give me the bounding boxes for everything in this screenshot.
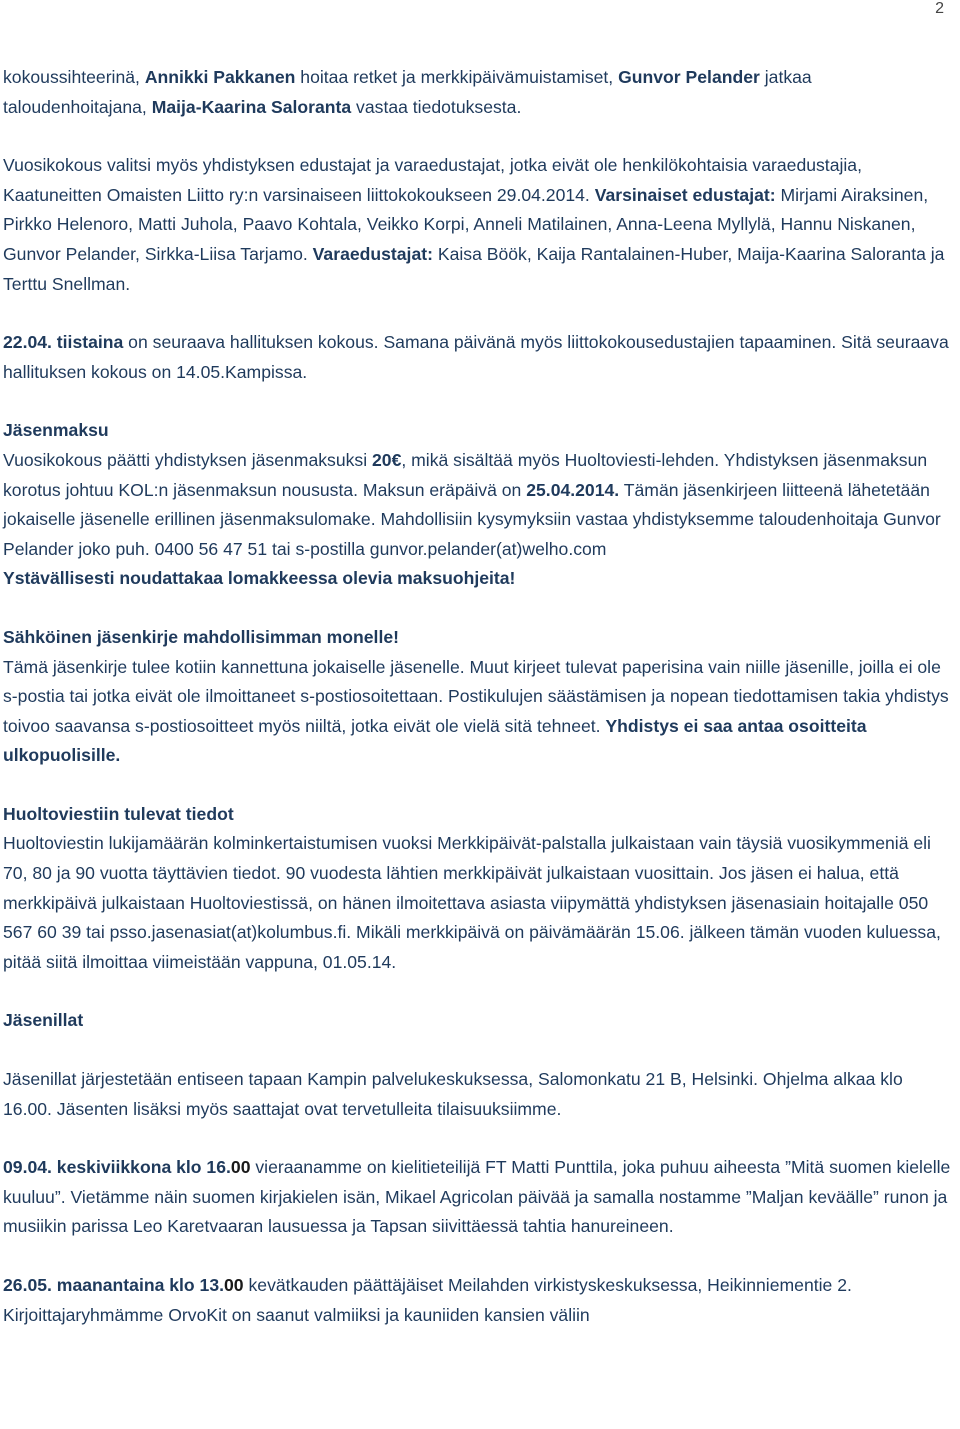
event-date: 26.05. maanantaina klo 13.	[3, 1275, 225, 1295]
text: Vuosikokous valitsi myös yhdistyksen edustajat ja varaedustajat, jotka eivät ole henkilökohtaisia varaedustajia, Kaatuneitten Omaisten Liitto ry:n varsinaiseen liittokokoukseen 29.04.2014.	[3, 155, 862, 205]
text: , mikä sisältää myös Huoltoviesti-lehden. Yhdistyksen jäsenmaksun korotus johtuu KOL:n jäsenmaksun noususta. Maksun eräpäivä on	[3, 449, 928, 500]
fee-amount: 20€	[372, 449, 402, 470]
privacy-notice: Yhdistys ei saa antaa osoitteita ulkopuolisille.	[3, 715, 867, 766]
text: vastaa tiedotuksesta.	[351, 96, 522, 117]
text: kevätkauden päättäjäiset Meilahden virkistyskeskuksessa, Heikinniementie 2. Kirjoittajaryhmämme OrvoKit on saanut valmiiksi ja kauniiden kansien väliin	[3, 1275, 852, 1325]
paragraph-event-2605	[3, 1271, 953, 1330]
heading-huoltoviesti: Huoltoviestiin tulevat tiedot	[3, 803, 234, 824]
document-body	[3, 63, 953, 1330]
label-varsinaiset: Varsinaiset edustajat:	[594, 184, 776, 205]
text: kokoussihteerinä,	[3, 67, 145, 87]
text: Tämän jäsenkirjeen liitteenä lähetetään jokaiselle jäsenelle erillinen jäsenmaksulomake. Mahdollisiin kysymyksiin vastaa yhdistyksemme taloudenhoitaja Gunvor Pelander joko puh. 0400 56 47 51 tai s-postilla gunvor.pelander(at)welho.com	[3, 479, 941, 559]
paragraph-delegates	[3, 151, 953, 299]
payment-notice: Ystävällisesti noudattakaa lomakkeessa olevia maksuohjeita!	[3, 568, 516, 589]
section-jasenmaksu	[3, 416, 953, 594]
text: vieraanamme on kielitieteilijä FT Matti Punttila, joka puhuu aiheesta ”Mitä suomen kielelle kuuluu”. Vietämme näin suomen kirjakielen isän, Mikael Agricolan päivää ja samalla nostamme ”Maljan keväälle” runon ja musiikin parissa Leo Karetvaaran lausuessa ja Tapsan siivittäessä tahtia hanureineen.	[3, 1157, 951, 1237]
text: on seuraava hallituksen kokous. Samana päivänä myös liittokokousedustajien tapaaminen. Sitä seuraava hallituksen kokous on 14.05.Kampissa.	[3, 332, 949, 382]
paragraph-officers	[3, 63, 953, 122]
event-time-minutes: 00	[230, 1157, 251, 1178]
heading-jasenillat: Jäsenillat	[3, 1010, 84, 1031]
text: Vuosikokous päätti yhdistyksen jäsenmaksuksi	[3, 449, 372, 470]
heading-jasenmaksu: Jäsenmaksu	[3, 420, 109, 441]
due-date: 25.04.2014.	[526, 479, 620, 500]
text: Mirjami Airaksinen, Pirkko Helenoro, Matti Juhola, Paavo Kohtala, Veikko Korpi, Anneli Matilainen, Anna-Leena Myllylä, Hannu Niskanen, Gunvor Pelander, Sirkka-Liisa Tarjamo.	[3, 184, 929, 264]
paragraph-event-0904	[3, 1153, 953, 1242]
paragraph-jasenillat	[3, 1065, 953, 1124]
text: Tämä jäsenkirje tulee kotiin kannettuna jokaiselle jäsenelle. Muut kirjeet tulevat paperisina vain niille jäsenille, joilla ei ole s-postia tai jotka eivät ole ilmoittaneet s-postiosoitettaan. Postikulujen säästämisen ja nopean tiedottamisen takia yhdistys toivoo saavansa s-postiosoitteet myös niiltä, jotka eivät ole vielä sitä tehneet.	[3, 656, 949, 736]
name-gunvor: Gunvor Pelander	[618, 67, 760, 87]
paragraph-next-meeting	[3, 328, 953, 387]
text: jatkaa taloudenhoitajana,	[3, 67, 812, 117]
section-huoltoviesti	[3, 800, 953, 978]
name-annikki: Annikki Pakkanen	[144, 67, 296, 87]
meeting-date: 22.04. tiistaina	[3, 332, 124, 353]
page-number: 2	[935, 0, 944, 17]
event-date: 09.04. keskiviikkona klo 16.	[3, 1157, 231, 1178]
text: Huoltoviestin lukijamäärän kolminkertaistumisen vuoksi Merkkipäivät-palstalla julkaistaan vain täysiä vuosikymmeniä eli 70, 80 ja 90 vuotta täyttävien tiedot. 90 vuodesta lähtien merkkipäivät julkaistaan vuosittain. Jos jäsen ei halua, että merkkipäivä julkaistaan Huoltoviestissä, on hänen ilmoitettava asiasta viipymättä yhdistyksen jäsenasiain hoitajalle 050 567 60 39 tai psso.jasenasiat(at)kolumbus.fi. Mikäli merkkipäivä on päivämäärän 15.06. jälkeen tämän vuoden kuluessa, pitää siitä ilmoittaa viimeistään vappuna, 01.05.14.	[3, 833, 941, 972]
text: hoitaa retket ja merkkipäivämuistamiset,	[295, 67, 619, 87]
heading-jasenillat-para	[3, 1006, 953, 1036]
event-time-minutes: 00	[224, 1275, 244, 1295]
section-sahkoinen	[3, 623, 953, 771]
text: Jäsenillat järjestetään entiseen tapaan Kampin palvelukeskuksessa, Salomonkatu 21 B, Helsinki. Ohjelma alkaa klo 16.00. Jäsenten lisäksi myös saattajat ovat tervetulleita tilaisuuksiimme.	[3, 1069, 903, 1119]
heading-sahkoinen: Sähköinen jäsenkirje mahdollisimman monelle!	[3, 626, 399, 647]
text: Kaisa Böök, Kaija Rantalainen-Huber, Maija-Kaarina Saloranta ja Terttu Snellman.	[3, 243, 945, 294]
name-maija-kaarina: Maija-Kaarina Saloranta	[151, 96, 352, 117]
label-varaedustajat: Varaedustajat:	[312, 243, 433, 264]
